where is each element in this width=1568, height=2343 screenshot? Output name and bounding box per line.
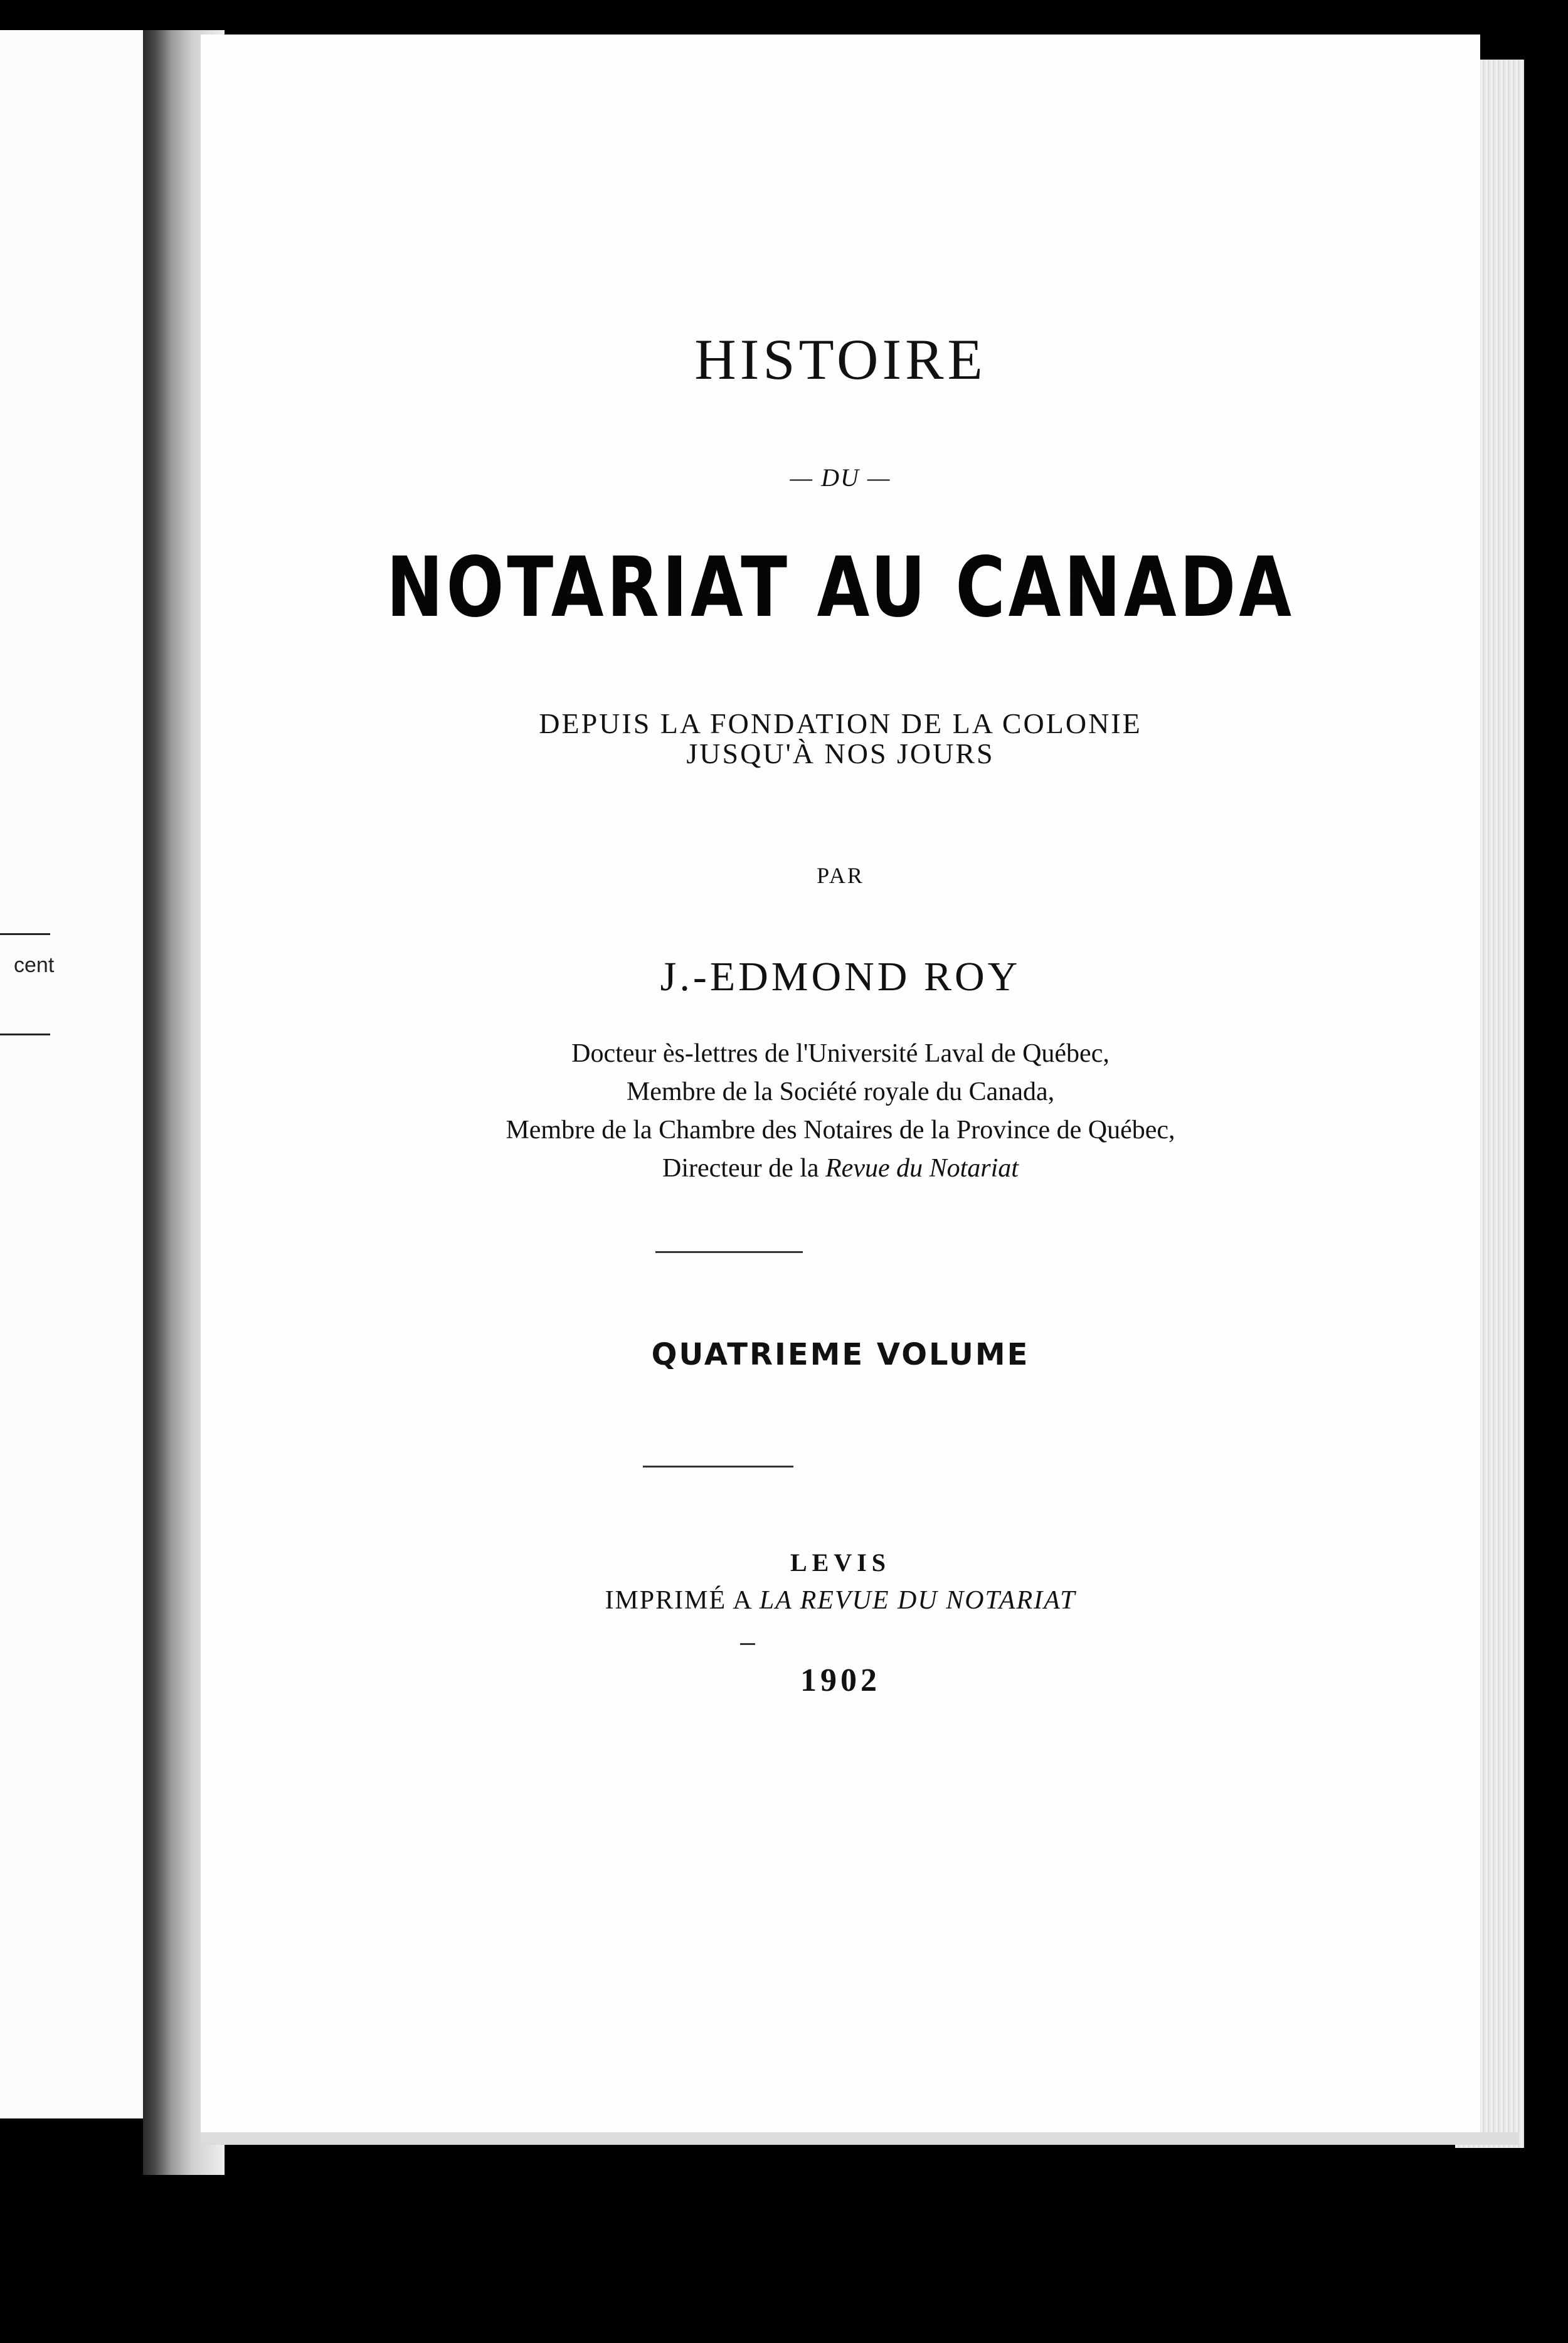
credential-line-4-prefix: Directeur de la [662, 1153, 819, 1183]
subtitle [201, 709, 1480, 770]
author-name: J.-EDMOND ROY [660, 954, 1021, 1000]
divider-rule-1 [655, 1251, 803, 1253]
publication-year: 1902 [800, 1663, 881, 1698]
title-histoire: HISTOIRE [694, 327, 987, 391]
divider-rule-2 [643, 1466, 793, 1468]
main-title: NOTARIAT AU CANADA [386, 539, 1295, 636]
left-page-text-fragment: cent [14, 953, 55, 977]
credential-line-4 [201, 1150, 1480, 1188]
volume-label: QUATRIEME VOLUME [651, 1337, 1030, 1372]
printer-prefix: IMPRIMÉ A [605, 1586, 752, 1615]
subtitle-line-2: JUSQU'À NOS JOURS [686, 738, 995, 770]
credential-line-4-journal: Revue du Notariat [825, 1153, 1019, 1183]
printer-name: LA REVUE DU NOTARIAT [759, 1586, 1076, 1615]
printer-line [201, 1585, 1480, 1616]
subtitle-line-1: DEPUIS LA FONDATION DE LA COLONIE [539, 707, 1142, 739]
author-credentials [201, 1035, 1480, 1188]
left-page-rule-bottom [0, 1034, 50, 1035]
page-bottom-edge [201, 2132, 1518, 2145]
divider-rule-3 [740, 1643, 755, 1645]
title-connector: — DU — [790, 463, 891, 492]
credential-line-3: Membre de la Chambre des Notaires de la Province de Québec, [506, 1115, 1175, 1145]
credential-line-1: Docteur ès-lettres de l'Université Laval de Québec, [571, 1039, 1110, 1068]
credential-line-2: Membre de la Société royale du Canada, [626, 1077, 1055, 1106]
by-label: PAR [817, 863, 864, 888]
left-page-rule-top [0, 933, 50, 935]
publication-place: LEVIS [790, 1548, 891, 1577]
